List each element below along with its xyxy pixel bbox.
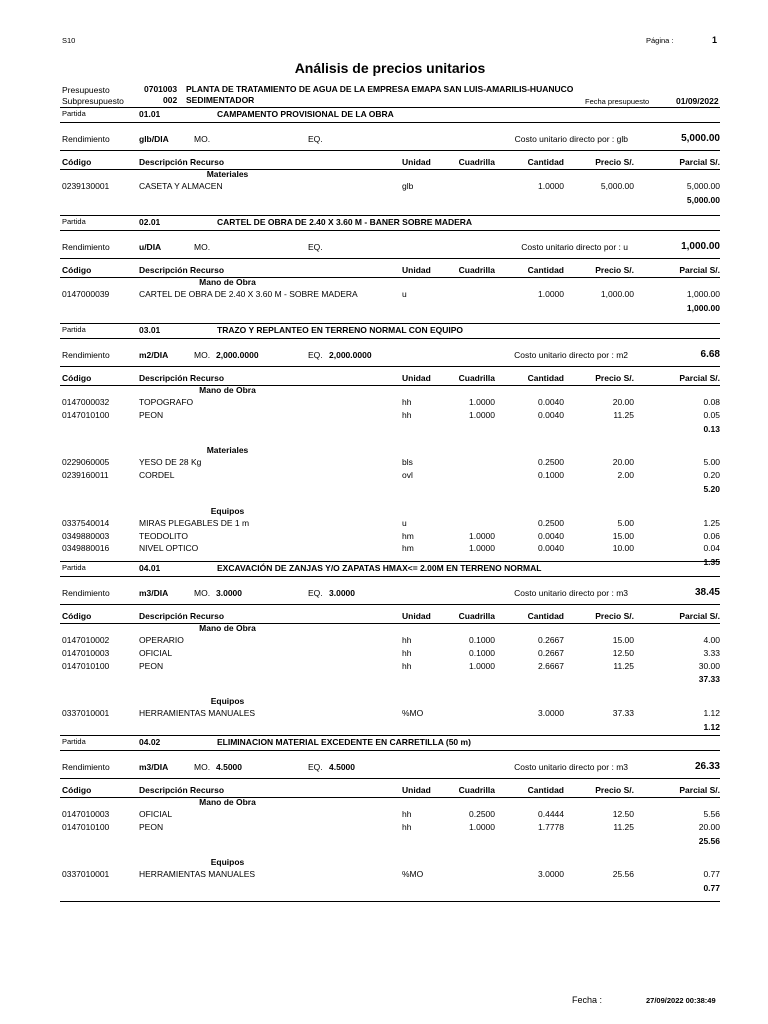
- mo-label: MO.: [194, 242, 211, 252]
- column-header-bottom-rule: [60, 623, 720, 624]
- col-codigo: Código: [62, 373, 92, 383]
- row-descripcion: NIVEL OPTICO: [139, 543, 199, 554]
- row-precio: 12.50: [612, 809, 634, 819]
- row-cantidad: 0.2667: [538, 647, 564, 658]
- col-unidad: Unidad: [402, 785, 431, 795]
- group-name: Equipos: [210, 505, 245, 516]
- rendimiento-label: Rendimiento: [62, 762, 110, 772]
- row-precio: 15.00: [612, 635, 634, 645]
- row-parcial: 1.25: [703, 517, 720, 528]
- partida-top-rule: [60, 561, 720, 562]
- row-unidad: u: [402, 289, 407, 299]
- group-name: Mano de Obra: [199, 623, 256, 633]
- partida-name: CARTEL DE OBRA DE 2.40 X 3.60 M - BANER SOBRE MADERA: [217, 217, 473, 227]
- system-label: S10: [62, 36, 76, 45]
- row-cuadrilla: 1.0000: [469, 397, 495, 407]
- group-subtotal: 1.12: [703, 722, 720, 732]
- partida-top-rule: [60, 215, 720, 216]
- row-unidad: hh: [402, 809, 412, 819]
- rendimiento-unit: m3/DIA: [139, 588, 169, 598]
- page-label: Página :: [646, 36, 674, 45]
- presupuesto-code: 0701003: [144, 84, 178, 94]
- rendimiento-unit: m3/DIA: [139, 762, 169, 772]
- row-codigo: 0239130001: [62, 181, 110, 191]
- partida-label: Partida: [62, 325, 86, 334]
- eq-label: EQ.: [308, 762, 323, 772]
- row-codigo: 0147010100: [62, 821, 110, 832]
- row-parcial: 0.05: [703, 409, 720, 420]
- row-cantidad: 3.0000: [538, 708, 564, 719]
- row-unidad: %MO: [402, 869, 424, 880]
- column-header-bottom-rule: [60, 169, 720, 170]
- partida-label: Partida: [62, 737, 86, 746]
- col-cantidad: Cantidad: [527, 373, 564, 383]
- col-descripcion: Descripción Recurso: [139, 611, 225, 621]
- col-parcial: Parcial S/.: [679, 157, 720, 167]
- eq-value: 4.5000: [329, 762, 355, 772]
- col-descripcion: Descripción Recurso: [139, 265, 225, 275]
- eq-label: EQ.: [308, 350, 323, 360]
- partida-name-rule: [60, 122, 720, 123]
- row-descripcion: YESO DE 28 Kg: [139, 457, 202, 468]
- cost-value: 26.33: [694, 761, 720, 772]
- row-unidad: hm: [402, 530, 414, 541]
- group-subtotal: 1.35: [703, 557, 720, 568]
- rendimiento-unit: m2/DIA: [139, 350, 169, 360]
- col-cantidad: Cantidad: [527, 157, 564, 167]
- row-precio: 5,000.00: [600, 181, 634, 191]
- col-parcial: Parcial S/.: [679, 373, 720, 383]
- eq-value: 2,000.0000: [329, 350, 372, 360]
- row-cuadrilla: 0.1000: [469, 647, 495, 658]
- row-descripcion: TOPOGRAFO: [139, 397, 194, 407]
- row-codigo: 0239160011: [62, 470, 109, 481]
- cost-label: Costo unitario directo por : m3: [514, 588, 628, 598]
- col-descripcion: Descripción Recurso: [139, 373, 225, 383]
- group-subtotal: 5.20: [703, 484, 720, 494]
- row-parcial: 3.33: [703, 647, 720, 658]
- row-parcial: 5,000.00: [686, 181, 720, 191]
- row-precio: 25.56: [612, 869, 634, 880]
- subpresupuesto-code: 002: [163, 95, 178, 105]
- row-parcial: 1.12: [703, 708, 720, 719]
- partida-name-rule: [60, 230, 720, 231]
- row-descripcion: CORDEL: [139, 470, 175, 481]
- partida-top-rule: [60, 323, 720, 324]
- row-descripcion: CARTEL DE OBRA DE 2.40 X 3.60 M - SOBRE MADERA: [139, 289, 358, 299]
- row-cantidad: 0.2500: [538, 517, 564, 528]
- row-descripcion: OFICIAL: [139, 647, 173, 658]
- mo-value: 2,000.0000: [216, 350, 259, 360]
- column-header-bottom-rule: [60, 797, 720, 798]
- row-cuadrilla: 1.0000: [469, 543, 495, 554]
- cost-label: Costo unitario directo por : glb: [514, 134, 628, 144]
- partida-name-rule: [60, 750, 720, 751]
- row-cantidad: 0.0040: [538, 409, 564, 420]
- rendimiento-label: Rendimiento: [62, 134, 110, 144]
- presupuesto-name: PLANTA DE TRATAMIENTO DE AGUA DE LA EMPRESA EMAPA SAN LUIS-AMARILIS-HUANUCO: [186, 84, 574, 94]
- row-parcial: 30.00: [698, 660, 720, 671]
- row-parcial: 20.00: [698, 821, 720, 832]
- partida-name: CAMPAMENTO PROVISIONAL DE LA OBRA: [217, 109, 394, 119]
- row-parcial: 4.00: [703, 635, 720, 645]
- group-subtotal: 1,000.00: [686, 302, 720, 313]
- col-cuadrilla: Cuadrilla: [458, 373, 495, 383]
- row-codigo: 0229060005: [62, 457, 110, 468]
- row-codigo: 0147010100: [62, 660, 110, 671]
- col-parcial: Parcial S/.: [679, 785, 720, 795]
- row-codigo: 0349880016: [62, 543, 110, 554]
- row-cuadrilla: 0.1000: [469, 635, 495, 645]
- group-subtotal: 0.77: [703, 883, 720, 894]
- cost-value: 1,000.00: [681, 241, 720, 252]
- row-precio: 5.00: [617, 517, 634, 528]
- col-descripcion: Descripción Recurso: [139, 785, 225, 795]
- col-codigo: Código: [62, 265, 92, 275]
- row-unidad: hh: [402, 409, 412, 420]
- cost-value: 38.45: [694, 587, 720, 598]
- column-header-rule: [60, 604, 720, 605]
- row-parcial: 0.20: [703, 470, 720, 481]
- row-cantidad: 0.0040: [538, 397, 564, 407]
- eq-label: EQ.: [308, 588, 323, 598]
- partida-top-rule: [60, 735, 720, 736]
- group-name: Materiales: [206, 169, 249, 179]
- row-cantidad: 0.1000: [538, 470, 564, 481]
- cost-label: Costo unitario directo por : u: [521, 242, 628, 252]
- col-cuadrilla: Cuadrilla: [458, 265, 495, 275]
- group-name: Equipos: [210, 696, 245, 707]
- partida-label: Partida: [62, 109, 86, 118]
- row-precio: 20.00: [612, 457, 634, 468]
- row-descripcion: PEON: [139, 660, 164, 671]
- subpresupuesto-name: SEDIMENTADOR: [186, 95, 255, 105]
- row-codigo: 0147010002: [62, 635, 110, 645]
- col-codigo: Código: [62, 157, 92, 167]
- partida-code: 04.01: [139, 563, 161, 573]
- rendimiento-label: Rendimiento: [62, 242, 110, 252]
- group-name: Materiales: [206, 445, 249, 456]
- col-cantidad: Cantidad: [527, 785, 564, 795]
- mo-value: 4.5000: [216, 762, 242, 772]
- row-unidad: hh: [402, 635, 412, 645]
- group-subtotal: 37.33: [698, 674, 720, 685]
- partida-name: ELIMINACION MATERIAL EXCEDENTE EN CARRETILLA (50 m): [217, 737, 471, 747]
- column-header-bottom-rule: [60, 385, 720, 386]
- row-codigo: 0337540014: [62, 517, 110, 528]
- row-parcial: 0.06: [703, 530, 720, 541]
- group-name: Mano de Obra: [199, 797, 256, 807]
- col-unidad: Unidad: [402, 265, 431, 275]
- row-cantidad: 1.0000: [538, 181, 564, 191]
- cost-value: 5,000.00: [681, 133, 720, 144]
- row-cantidad: 0.4444: [538, 809, 564, 819]
- row-codigo: 0337010001: [62, 869, 110, 880]
- footer-fecha-label: Fecha :: [572, 995, 603, 1005]
- row-descripcion: CASETA Y ALMACEN: [139, 181, 223, 191]
- row-descripcion: MIRAS PLEGABLES DE 1 m: [139, 517, 250, 528]
- row-descripcion: HERRAMIENTAS MANUALES: [139, 708, 256, 719]
- fecha-presupuesto-label: Fecha presupuesto: [585, 97, 650, 106]
- row-unidad: bls: [402, 457, 413, 468]
- row-cantidad: 3.0000: [538, 869, 564, 880]
- rendimiento-label: Rendimiento: [62, 350, 110, 360]
- row-cuadrilla: 1.0000: [469, 409, 495, 420]
- col-precio: Precio S/.: [595, 611, 634, 621]
- col-cantidad: Cantidad: [527, 265, 564, 275]
- mo-label: MO.: [194, 762, 211, 772]
- row-unidad: hh: [402, 647, 412, 658]
- eq-value: 3.0000: [329, 588, 355, 598]
- row-cantidad: 0.2500: [538, 457, 564, 468]
- col-cuadrilla: Cuadrilla: [458, 611, 495, 621]
- col-unidad: Unidad: [402, 611, 431, 621]
- cost-label: Costo unitario directo por : m2: [514, 350, 628, 360]
- rendimiento-unit: glb/DIA: [139, 134, 169, 144]
- cost-label: Costo unitario directo por : m3: [514, 762, 628, 772]
- row-cantidad: 0.0040: [538, 530, 564, 541]
- partida-top-rule: [60, 107, 720, 108]
- presupuesto-label: Presupuesto: [62, 85, 110, 95]
- partida-code: 01.01: [139, 109, 161, 119]
- footer-fecha-value: 27/09/2022 00:38:49: [646, 996, 716, 1005]
- partida-name: EXCAVACIÓN DE ZANJAS Y/O ZAPATAS HMAX<= 2.00M EN TERRENO NORMAL: [217, 563, 542, 573]
- row-descripcion: OFICIAL: [139, 809, 173, 819]
- row-descripcion: HERRAMIENTAS MANUALES: [139, 869, 256, 880]
- row-unidad: hm: [402, 543, 414, 554]
- row-precio: 11.25: [613, 660, 634, 671]
- row-cuadrilla: 1.0000: [469, 660, 495, 671]
- page-title: Análisis de precios unitarios: [294, 60, 486, 76]
- partida-name: TRAZO Y REPLANTEO EN TERRENO NORMAL CON EQUIPO: [217, 325, 464, 335]
- col-unidad: Unidad: [402, 373, 431, 383]
- row-cantidad: 0.0040: [538, 543, 564, 554]
- row-parcial: 0.04: [703, 543, 720, 554]
- row-parcial: 5.56: [703, 809, 720, 819]
- group-subtotal: 25.56: [698, 835, 720, 846]
- col-parcial: Parcial S/.: [679, 611, 720, 621]
- column-header-rule: [60, 150, 720, 151]
- row-unidad: ovl: [402, 470, 413, 481]
- row-cantidad: 1.0000: [538, 289, 564, 299]
- row-parcial: 0.08: [703, 397, 720, 407]
- col-descripcion: Descripción Recurso: [139, 157, 225, 167]
- row-precio: 37.33: [612, 708, 634, 719]
- column-header-rule: [60, 366, 720, 367]
- row-unidad: hh: [402, 660, 412, 671]
- partida-label: Partida: [62, 563, 86, 572]
- col-precio: Precio S/.: [595, 265, 634, 275]
- partida-code: 04.02: [139, 737, 161, 747]
- column-header-rule: [60, 258, 720, 259]
- row-precio: 1,000.00: [600, 289, 634, 299]
- col-precio: Precio S/.: [595, 373, 634, 383]
- fecha-presupuesto-value: 01/09/2022: [676, 96, 719, 106]
- mo-label: MO.: [194, 350, 211, 360]
- row-cuadrilla: 0.2500: [469, 809, 495, 819]
- col-precio: Precio S/.: [595, 157, 634, 167]
- row-descripcion: OPERARIO: [139, 635, 184, 645]
- row-unidad: hh: [402, 821, 412, 832]
- row-precio: 10.00: [612, 543, 634, 554]
- eq-label: EQ.: [308, 134, 323, 144]
- row-unidad: %MO: [402, 708, 424, 719]
- col-cuadrilla: Cuadrilla: [458, 157, 495, 167]
- row-unidad: u: [402, 517, 407, 528]
- row-cantidad: 2.6667: [538, 660, 564, 671]
- row-precio: 20.00: [612, 397, 634, 407]
- row-precio: 11.25: [613, 409, 634, 420]
- row-parcial: 1,000.00: [686, 289, 720, 299]
- row-precio: 12.50: [612, 647, 634, 658]
- row-descripcion: PEON: [139, 821, 164, 832]
- group-name: Equipos: [210, 857, 245, 868]
- column-header-rule: [60, 778, 720, 779]
- group-name: Mano de Obra: [199, 385, 256, 395]
- partida-label: Partida: [62, 217, 86, 226]
- subpresupuesto-label: Subpresupuesto: [62, 96, 124, 106]
- col-cuadrilla: Cuadrilla: [458, 785, 495, 795]
- col-precio: Precio S/.: [595, 785, 634, 795]
- rendimiento-unit: u/DIA: [139, 242, 162, 252]
- row-codigo: 0147000032: [62, 397, 110, 407]
- mo-label: MO.: [194, 134, 211, 144]
- row-codigo: 0147010003: [62, 647, 110, 658]
- row-codigo: 0349880003: [62, 530, 110, 541]
- row-cuadrilla: 1.0000: [469, 821, 495, 832]
- partida-code: 02.01: [139, 217, 161, 227]
- row-precio: 15.00: [612, 530, 634, 541]
- row-codigo: 0337010001: [62, 708, 110, 719]
- row-cantidad: 0.2667: [538, 635, 564, 645]
- mo-value: 3.0000: [216, 588, 242, 598]
- partida-code: 03.01: [139, 325, 161, 335]
- row-codigo: 0147000039: [62, 289, 110, 299]
- eq-label: EQ.: [308, 242, 323, 252]
- row-precio: 2.00: [617, 470, 634, 481]
- cost-value: 6.68: [700, 349, 720, 360]
- rendimiento-label: Rendimiento: [62, 588, 110, 598]
- row-parcial: 0.77: [703, 869, 720, 880]
- row-unidad: glb: [402, 181, 414, 191]
- col-unidad: Unidad: [402, 157, 431, 167]
- col-codigo: Código: [62, 785, 92, 795]
- row-codigo: 0147010003: [62, 809, 110, 819]
- col-codigo: Código: [62, 611, 92, 621]
- row-cantidad: 1.7778: [538, 821, 564, 832]
- row-cuadrilla: 1.0000: [469, 530, 495, 541]
- group-subtotal: 5,000.00: [686, 194, 720, 205]
- group-name: Mano de Obra: [199, 277, 256, 287]
- final-rule: [60, 901, 720, 902]
- row-descripcion: PEON: [139, 409, 164, 420]
- row-codigo: 0147010100: [62, 409, 110, 420]
- row-descripcion: TEODOLITO: [139, 530, 188, 541]
- col-parcial: Parcial S/.: [679, 265, 720, 275]
- partida-name-rule: [60, 338, 720, 339]
- mo-label: MO.: [194, 588, 211, 598]
- partida-name-rule: [60, 576, 720, 577]
- row-parcial: 5.00: [703, 457, 720, 468]
- col-cantidad: Cantidad: [527, 611, 564, 621]
- column-header-bottom-rule: [60, 277, 720, 278]
- row-precio: 11.25: [613, 821, 634, 832]
- page-number: 1: [712, 35, 718, 45]
- row-unidad: hh: [402, 397, 412, 407]
- group-subtotal: 0.13: [703, 423, 720, 434]
